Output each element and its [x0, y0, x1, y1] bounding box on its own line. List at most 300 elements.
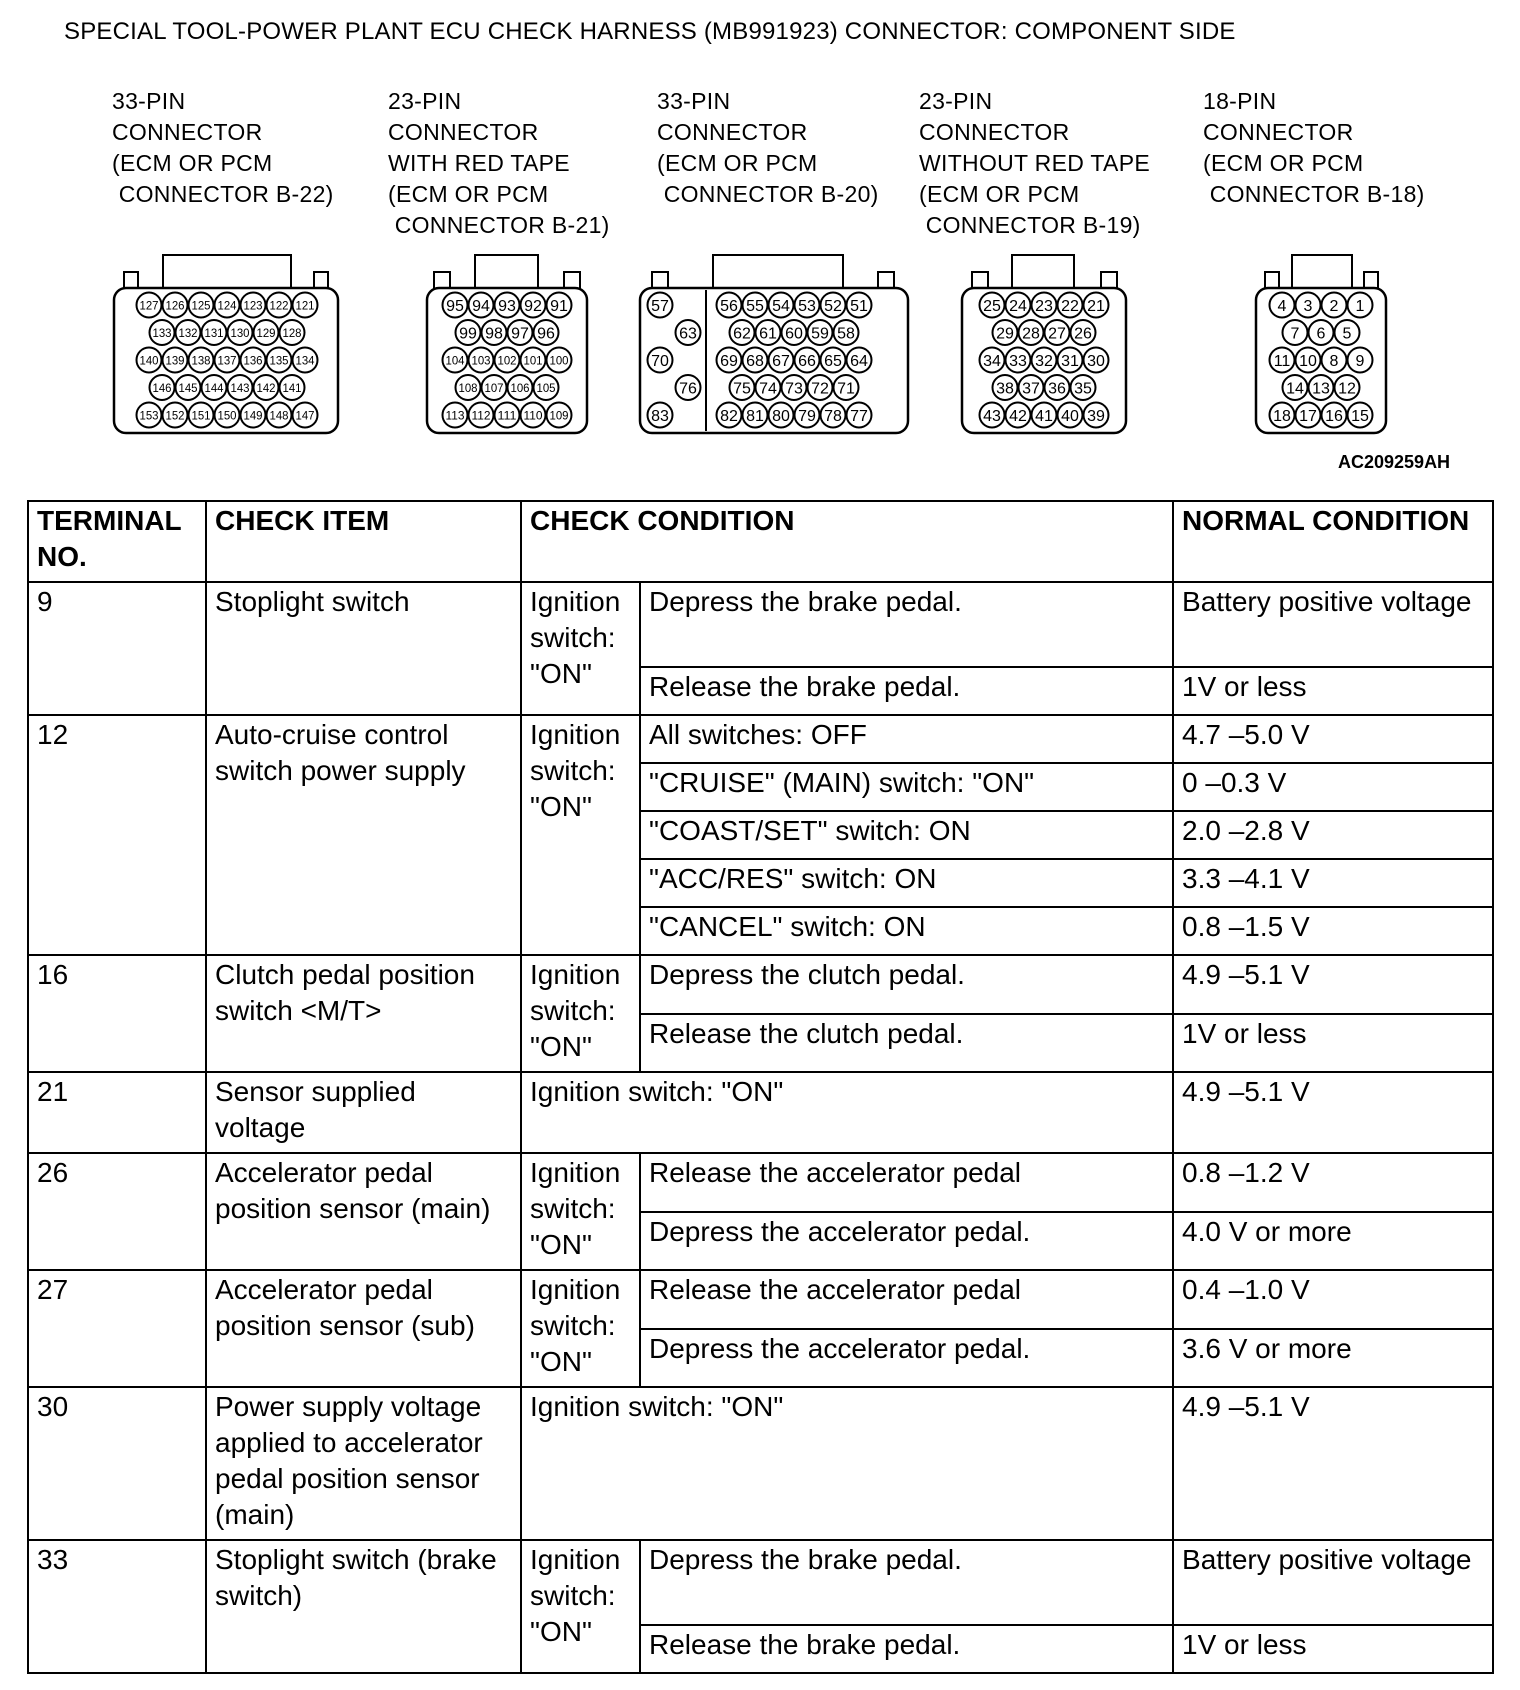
pin-111	[495, 403, 520, 428]
ignition-cell: Ignition switch: "ON"	[521, 715, 640, 955]
normal-condition-cell: Battery positive voltage	[1173, 582, 1493, 667]
pin-label: 112	[471, 408, 491, 423]
pin-4	[1270, 293, 1295, 318]
check-condition-cell: Release the accelerator pedal	[640, 1153, 1173, 1212]
pin-38	[993, 375, 1018, 400]
pin-91	[547, 293, 572, 318]
check-condition-cell: "CANCEL" switch: ON	[640, 907, 1173, 955]
pin-13	[1309, 375, 1334, 400]
pin-153	[137, 403, 162, 428]
pin-41	[1032, 403, 1057, 428]
check-condition-cell: "COAST/SET" switch: ON	[640, 811, 1173, 859]
pin-29	[993, 320, 1018, 345]
pin-80	[769, 403, 794, 428]
pin-label: 95	[446, 297, 464, 315]
pin-label: 14	[1286, 380, 1304, 398]
table-row	[28, 1153, 1493, 1212]
pin-17	[1296, 403, 1321, 428]
check-condition-cell: Depress the brake pedal.	[640, 1540, 1173, 1625]
pin-label: 68	[746, 352, 764, 370]
pin-14	[1283, 375, 1308, 400]
pin-label: 107	[484, 380, 504, 395]
connector-key	[163, 255, 291, 289]
pin-label: 125	[191, 298, 211, 313]
pin-141	[280, 375, 305, 400]
terminal-cell: 26	[28, 1153, 206, 1270]
pin-21	[1084, 293, 1109, 318]
pin-label: 17	[1299, 407, 1317, 425]
pin-93	[495, 293, 520, 318]
pin-label: 34	[983, 352, 1001, 370]
pin-53	[795, 293, 820, 318]
pin-label: 4	[1277, 297, 1287, 315]
pin-label: 94	[472, 297, 490, 315]
pin-152	[163, 403, 188, 428]
connector-b20	[640, 255, 908, 433]
normal-condition-cell: 4.9 –5.1 V	[1173, 955, 1493, 1014]
pin-67	[769, 348, 794, 373]
pin-label: 101	[523, 353, 543, 368]
pin-label: 6	[1316, 325, 1326, 343]
pin-label: 2	[1329, 297, 1339, 315]
pin-69	[717, 348, 742, 373]
pin-label: 70	[651, 352, 669, 370]
check-condition-cell: Ignition switch: "ON"	[521, 1387, 1173, 1540]
connector-b22	[114, 255, 338, 433]
check-condition-cell: Release the brake pedal.	[640, 667, 1173, 715]
connector-label-b21: 23-PIN CONNECTOR WITH RED TAPE (ECM OR PCM CONNECTOR B-21)	[388, 88, 610, 238]
pin-130	[228, 320, 253, 345]
connector-tab	[1364, 272, 1378, 289]
pin-136	[241, 348, 266, 373]
terminal-cell: 33	[28, 1540, 206, 1673]
pin-58	[834, 320, 859, 345]
pin-label: 28	[1022, 325, 1040, 343]
pin-label: 98	[485, 325, 503, 343]
pin-label: 51	[850, 297, 868, 315]
pin-142	[254, 375, 279, 400]
pin-label: 59	[811, 325, 829, 343]
connector-label-b22: 33-PIN CONNECTOR (ECM OR PCM CONNECTOR B-22)	[112, 88, 334, 207]
table-row	[28, 582, 1493, 667]
pin-2	[1322, 293, 1347, 318]
pin-label: 126	[165, 298, 185, 313]
pin-label: 93	[498, 297, 516, 315]
pin-label: 145	[178, 380, 198, 395]
ignition-cell: Ignition switch: "ON"	[521, 1540, 640, 1673]
pin-label: 92	[524, 297, 542, 315]
header-check-condition: CHECK CONDITION	[521, 501, 1173, 582]
pin-97	[508, 320, 533, 345]
pin-127	[137, 293, 162, 318]
pin-100	[547, 348, 572, 373]
terminal-cell: 16	[28, 955, 206, 1072]
pin-92	[521, 293, 546, 318]
check-item-cell: Accelerator pedal position sensor (main)	[206, 1153, 521, 1270]
check-condition-cell: Depress the brake pedal.	[640, 582, 1173, 667]
pin-label: 144	[204, 380, 224, 395]
pin-148	[267, 403, 292, 428]
pin-label: 30	[1087, 352, 1105, 370]
pin-28	[1019, 320, 1044, 345]
pin-label: 100	[549, 353, 569, 368]
terminal-cell: 27	[28, 1270, 206, 1387]
pin-label: 79	[798, 407, 816, 425]
connector-tab	[1101, 272, 1117, 289]
pin-label: 37	[1022, 380, 1040, 398]
pin-label: 62	[733, 325, 751, 343]
pin-107	[482, 375, 507, 400]
pin-label: 111	[497, 408, 517, 423]
pin-64	[847, 348, 872, 373]
pin-label: 130	[230, 325, 250, 340]
pin-label: 78	[824, 407, 842, 425]
connector-key	[475, 255, 538, 289]
connector-tab	[434, 272, 450, 289]
ignition-cell: Ignition switch: "ON"	[521, 955, 640, 1072]
pin-124	[215, 293, 240, 318]
pin-label: 139	[165, 353, 185, 368]
pin-label: 27	[1048, 325, 1066, 343]
pin-10	[1296, 348, 1321, 373]
pin-label: 31	[1061, 352, 1079, 370]
pin-label: 71	[837, 380, 855, 398]
normal-condition-cell: 3.6 V or more	[1173, 1329, 1493, 1388]
pin-113	[443, 403, 468, 428]
pin-label: 76	[679, 380, 697, 398]
pin-label: 147	[295, 408, 315, 423]
pin-30	[1084, 348, 1109, 373]
pin-138	[189, 348, 214, 373]
pin-98	[482, 320, 507, 345]
pin-78	[821, 403, 846, 428]
pin-129	[254, 320, 279, 345]
pin-label: 110	[523, 408, 543, 423]
pin-label: 99	[459, 325, 477, 343]
pin-label: 102	[497, 353, 517, 368]
table-row	[28, 715, 1493, 763]
pin-95	[443, 293, 468, 318]
pin-39	[1084, 403, 1109, 428]
pin-label: 64	[850, 352, 868, 370]
pin-5	[1335, 320, 1360, 345]
table-row	[28, 1072, 1493, 1153]
connector-b19	[962, 255, 1126, 433]
pin-66	[795, 348, 820, 373]
pin-8	[1322, 348, 1347, 373]
pin-51	[847, 293, 872, 318]
pin-102	[495, 348, 520, 373]
pin-101	[521, 348, 546, 373]
ignition-cell: Ignition switch: "ON"	[521, 582, 640, 715]
pin-label: 127	[139, 298, 159, 313]
pin-31	[1058, 348, 1083, 373]
check-condition-cell: Release the accelerator pedal	[640, 1270, 1173, 1329]
normal-condition-cell: 4.0 V or more	[1173, 1212, 1493, 1271]
pin-label: 10	[1299, 352, 1317, 370]
pin-72	[808, 375, 833, 400]
normal-condition-cell: 1V or less	[1173, 1014, 1493, 1073]
pin-24	[1006, 293, 1031, 318]
pin-55	[743, 293, 768, 318]
pin-43	[980, 403, 1005, 428]
pin-81	[743, 403, 768, 428]
pin-146	[150, 375, 175, 400]
pin-32	[1032, 348, 1057, 373]
pin-42	[1006, 403, 1031, 428]
pin-label: 91	[550, 297, 568, 315]
pin-121	[293, 293, 318, 318]
connector-tab	[124, 272, 138, 289]
pin-label: 15	[1351, 407, 1369, 425]
table-row	[28, 1270, 1493, 1329]
pin-82	[717, 403, 742, 428]
pin-71	[834, 375, 859, 400]
pin-label: 133	[152, 325, 172, 340]
pin-76	[676, 375, 701, 400]
check-item-cell: Auto-cruise control switch power supply	[206, 715, 521, 955]
check-condition-cell: "CRUISE" (MAIN) switch: "ON"	[640, 763, 1173, 811]
pin-label: 13	[1312, 380, 1330, 398]
pin-label: 151	[191, 408, 211, 423]
connector-key	[713, 255, 843, 289]
normal-condition-cell: 0.4 –1.0 V	[1173, 1270, 1493, 1329]
terminal-cell: 9	[28, 582, 206, 715]
pin-label: 109	[549, 408, 569, 423]
pin-label: 146	[152, 380, 172, 395]
connector-label-b18: 18-PIN CONNECTOR (ECM OR PCM CONNECTOR B-18)	[1203, 88, 1425, 207]
pin-139	[163, 348, 188, 373]
normal-condition-cell: 0.8 –1.5 V	[1173, 907, 1493, 955]
pin-label: 33	[1009, 352, 1027, 370]
pin-label: 41	[1035, 407, 1053, 425]
pin-label: 58	[837, 325, 855, 343]
pin-109	[547, 403, 572, 428]
check-item-cell: Power supply voltage applied to accelerator pedal position sensor (main)	[206, 1387, 521, 1540]
pin-7	[1283, 320, 1308, 345]
connector-b18	[1256, 255, 1386, 433]
pin-label: 121	[295, 298, 315, 313]
pin-label: 38	[996, 380, 1014, 398]
pin-label: 67	[772, 352, 790, 370]
connector-tab	[652, 272, 668, 289]
normal-condition-cell: 0.8 –1.2 V	[1173, 1153, 1493, 1212]
pin-label: 77	[850, 407, 868, 425]
pin-label: 140	[139, 353, 159, 368]
pin-131	[202, 320, 227, 345]
check-item-cell: Stoplight switch	[206, 582, 521, 715]
pin-144	[202, 375, 227, 400]
pin-label: 12	[1338, 380, 1356, 398]
connector-key	[1012, 255, 1074, 289]
pin-label: 55	[746, 297, 764, 315]
check-item-cell: Sensor supplied voltage	[206, 1072, 521, 1153]
pin-12	[1335, 375, 1360, 400]
connector-tab	[314, 272, 328, 289]
pin-label: 143	[230, 380, 250, 395]
connector-label-b20: 33-PIN CONNECTOR (ECM OR PCM CONNECTOR B-20)	[657, 88, 879, 207]
check-table	[27, 500, 1494, 1674]
pin-label: 148	[269, 408, 289, 423]
pin-label: 21	[1087, 297, 1105, 315]
pin-150	[215, 403, 240, 428]
pin-label: 153	[139, 408, 159, 423]
pin-label: 54	[772, 297, 790, 315]
pin-label: 18	[1273, 407, 1291, 425]
pin-label: 103	[471, 353, 491, 368]
pin-57	[648, 293, 673, 318]
pin-label: 7	[1290, 325, 1300, 343]
pin-label: 72	[811, 380, 829, 398]
pin-label: 39	[1087, 407, 1105, 425]
pin-52	[821, 293, 846, 318]
pin-label: 129	[256, 325, 276, 340]
pin-105	[534, 375, 559, 400]
pin-label: 82	[720, 407, 738, 425]
pin-label: 23	[1035, 297, 1053, 315]
pin-label: 32	[1035, 352, 1053, 370]
pin-label: 73	[785, 380, 803, 398]
pin-label: 128	[282, 325, 302, 340]
pin-3	[1296, 293, 1321, 318]
pin-70	[648, 348, 673, 373]
header-normal-condition: NORMAL CONDITION	[1173, 501, 1493, 582]
pin-18	[1270, 403, 1295, 428]
pin-62	[730, 320, 755, 345]
pin-25	[980, 293, 1005, 318]
pin-label: 42	[1009, 407, 1027, 425]
pin-label: 26	[1074, 325, 1092, 343]
pin-label: 97	[511, 325, 529, 343]
check-condition-cell: All switches: OFF	[640, 715, 1173, 763]
check-condition-cell: Release the brake pedal.	[640, 1625, 1173, 1673]
pin-label: 69	[720, 352, 738, 370]
normal-condition-cell: 2.0 –2.8 V	[1173, 811, 1493, 859]
pin-140	[137, 348, 162, 373]
normal-condition-cell: 4.7 –5.0 V	[1173, 715, 1493, 763]
pin-label: 135	[269, 353, 289, 368]
pin-27	[1045, 320, 1070, 345]
pin-54	[769, 293, 794, 318]
normal-condition-cell: 1V or less	[1173, 1625, 1493, 1673]
pin-79	[795, 403, 820, 428]
pin-label: 152	[165, 408, 185, 423]
check-item-cell: Clutch pedal position switch <M/T>	[206, 955, 521, 1072]
pin-label: 1	[1355, 297, 1365, 315]
pin-label: 96	[537, 325, 555, 343]
pin-label: 138	[191, 353, 211, 368]
pin-63	[676, 320, 701, 345]
ignition-cell: Ignition switch: "ON"	[521, 1270, 640, 1387]
pin-label: 108	[458, 380, 478, 395]
pin-label: 40	[1061, 407, 1079, 425]
connector-tab	[564, 272, 580, 289]
pin-label: 80	[772, 407, 790, 425]
connector-b21	[427, 255, 587, 433]
pin-label: 3	[1303, 297, 1313, 315]
pin-99	[456, 320, 481, 345]
check-condition-cell: Release the clutch pedal.	[640, 1014, 1173, 1073]
pin-132	[176, 320, 201, 345]
pin-133	[150, 320, 175, 345]
pin-label: 5	[1342, 325, 1352, 343]
pin-label: 25	[983, 297, 1001, 315]
normal-condition-cell: 1V or less	[1173, 667, 1493, 715]
ignition-cell: Ignition switch: "ON"	[521, 1153, 640, 1270]
pin-65	[821, 348, 846, 373]
table-row	[28, 1540, 1493, 1625]
pin-label: 63	[679, 325, 697, 343]
pin-126	[163, 293, 188, 318]
pin-label: 61	[759, 325, 777, 343]
check-condition-cell: Ignition switch: "ON"	[521, 1072, 1173, 1153]
pin-104	[443, 348, 468, 373]
table-header-row	[28, 501, 1493, 582]
pin-label: 24	[1009, 297, 1027, 315]
pin-label: 134	[295, 353, 315, 368]
pin-label: 150	[217, 408, 237, 423]
pin-9	[1348, 348, 1373, 373]
pin-112	[469, 403, 494, 428]
pin-label: 81	[746, 407, 764, 425]
pin-26	[1071, 320, 1096, 345]
pin-11	[1270, 348, 1295, 373]
pin-label: 149	[243, 408, 263, 423]
pin-149	[241, 403, 266, 428]
pin-label: 57	[651, 297, 669, 315]
pin-134	[293, 348, 318, 373]
pin-106	[508, 375, 533, 400]
pin-125	[189, 293, 214, 318]
pin-128	[280, 320, 305, 345]
check-condition-cell: "ACC/RES" switch: ON	[640, 859, 1173, 907]
pin-label: 137	[217, 353, 237, 368]
terminal-cell: 21	[28, 1072, 206, 1153]
pin-96	[534, 320, 559, 345]
pin-label: 22	[1061, 297, 1079, 315]
pin-label: 52	[824, 297, 842, 315]
pin-35	[1071, 375, 1096, 400]
pin-147	[293, 403, 318, 428]
terminal-cell: 12	[28, 715, 206, 955]
pin-label: 124	[217, 298, 237, 313]
pin-label: 36	[1048, 380, 1066, 398]
pin-label: 65	[824, 352, 842, 370]
pin-103	[469, 348, 494, 373]
check-condition-cell: Depress the clutch pedal.	[640, 955, 1173, 1014]
pin-6	[1309, 320, 1334, 345]
connector-key	[1292, 255, 1352, 289]
pin-label: 106	[510, 380, 530, 395]
figure-code: AC209259AH	[1338, 452, 1451, 472]
pin-34	[980, 348, 1005, 373]
pin-73	[782, 375, 807, 400]
pin-145	[176, 375, 201, 400]
pin-label: 56	[720, 297, 738, 315]
pin-1	[1348, 293, 1373, 318]
pin-label: 83	[651, 407, 669, 425]
page-title: SPECIAL TOOL-POWER PLANT ECU CHECK HARNESS (MB991923) CONNECTOR: COMPONENT SIDE	[64, 18, 1236, 45]
check-item-cell: Accelerator pedal position sensor (sub)	[206, 1270, 521, 1387]
header-terminal: TERMINAL NO.	[28, 501, 206, 582]
pin-label: 35	[1074, 380, 1092, 398]
pin-22	[1058, 293, 1083, 318]
pin-label: 75	[733, 380, 751, 398]
pin-label: 113	[445, 408, 465, 423]
header-check-item: CHECK ITEM	[206, 501, 521, 582]
connector-tab	[878, 272, 894, 289]
pin-135	[267, 348, 292, 373]
